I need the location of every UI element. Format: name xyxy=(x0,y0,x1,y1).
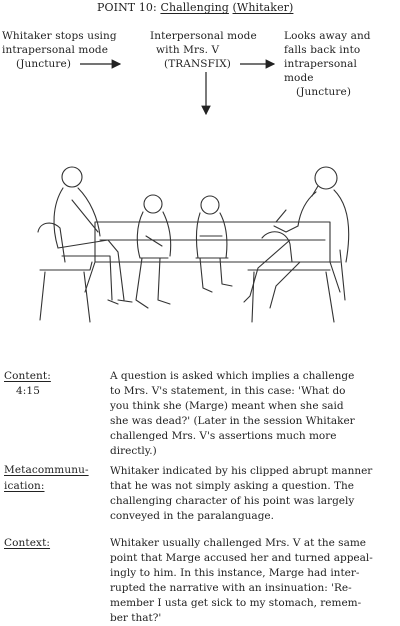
flow-right-line5: (Juncture) xyxy=(296,86,352,98)
metacommunication-paragraph xyxy=(110,464,392,524)
flow-left-line1: Whitaker stops using xyxy=(2,30,117,42)
context-label: Context: xyxy=(4,537,51,549)
flow-middle-line1: Interpersonal mode xyxy=(150,30,257,42)
context-line: ber that?' xyxy=(110,612,162,624)
context-paragraph xyxy=(110,536,392,626)
therapy-scene xyxy=(38,167,349,322)
metacommunication-label-line2: ication: xyxy=(4,480,45,492)
content-line: directly.) xyxy=(110,445,157,457)
content-line: to Mrs. V's statement, in this case: 'What do xyxy=(110,385,346,397)
metacommunication-label-line1: Metacommunu- xyxy=(4,464,89,476)
flow-left-line3: (Juncture) xyxy=(16,58,72,70)
content-line: you think she (Marge) meant when she said xyxy=(110,400,344,412)
flow-right-line3: intrapersonal xyxy=(284,58,357,70)
flow-right-line2: falls back into xyxy=(284,44,361,56)
header-prefix: POINT 10: xyxy=(97,1,157,14)
context-line: ingly to him. In this instance, Marge had inter- xyxy=(110,567,360,579)
header-word-challenging: Challenging xyxy=(160,1,229,14)
metacommunication-line: challenging character of his point was largely xyxy=(110,495,355,507)
content-label: Content: xyxy=(4,370,51,382)
content-line: A question is asked which implies a challenge xyxy=(110,370,355,382)
flow-right-line4: mode xyxy=(284,72,314,84)
flow-right-line1: Looks away and xyxy=(284,30,371,42)
metacommunication-line: Whitaker indicated by his clipped abrupt manner xyxy=(110,465,373,477)
context-line: member I usta get sick to my stomach, remem- xyxy=(110,597,362,609)
flow-left-line2: intrapersonal mode xyxy=(2,44,109,56)
content-line: challenged Mrs. V's assertions much more xyxy=(110,430,337,442)
metacommunication-line: conveyed in the paralanguage. xyxy=(110,510,274,522)
content-paragraph xyxy=(110,369,392,459)
context-line: point that Marge accused her and turned appeal- xyxy=(110,552,373,564)
context-line: Whitaker usually challenged Mrs. V at the same xyxy=(110,537,366,549)
content-time: 4:15 xyxy=(16,385,40,397)
context-line: rupted the narrative with an insinuation: 'Re- xyxy=(110,582,352,594)
content-line: she was dead?' (Later in the session Whitaker xyxy=(110,415,355,427)
metacommunication-line: that he was not simply asking a question. The xyxy=(110,480,354,492)
flow-middle-line3: (TRANSFIX) xyxy=(164,58,231,70)
flow-middle-line2: with Mrs. V xyxy=(156,44,220,56)
header-word-whitaker: (Whitaker) xyxy=(232,1,294,14)
